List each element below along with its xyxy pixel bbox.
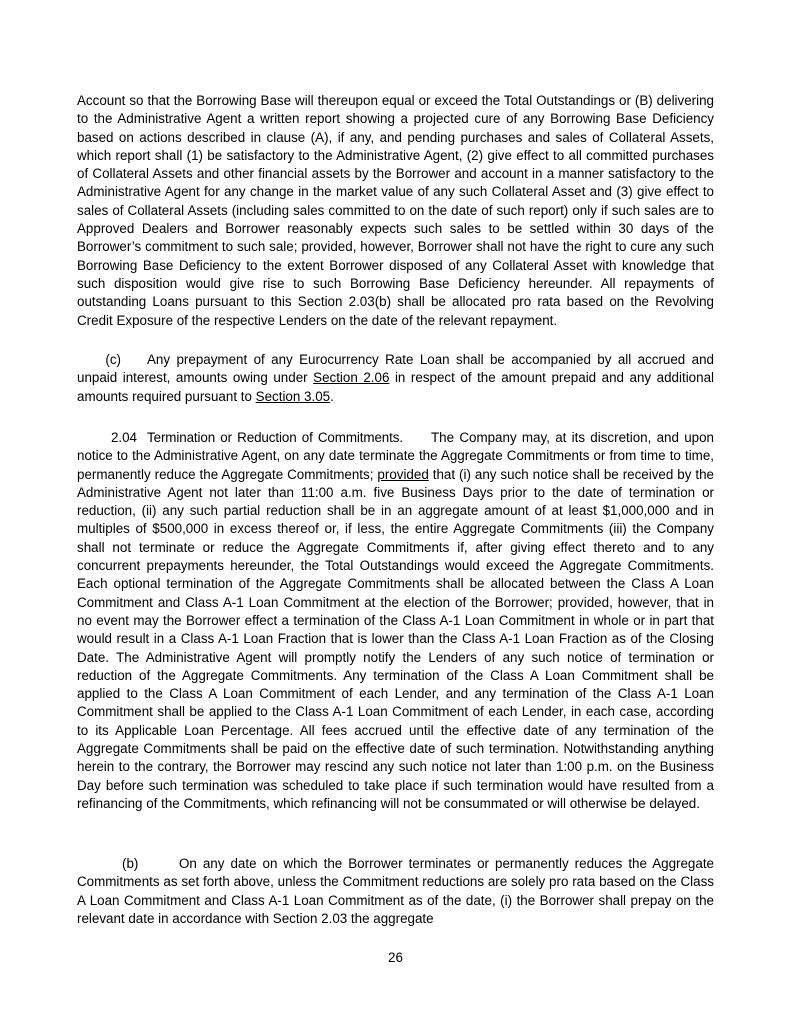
section-heading: Termination or Reduction of Commitments. <box>147 430 403 445</box>
section-reference-link[interactable]: Section 3.05 <box>255 388 331 404</box>
clause-label: (b) <box>122 856 139 871</box>
paragraph-text: that (i) any such notice shall be received by the Administrative Agent not later than 11:00 a.m. five Business Days prior to the date of termination or reduction, (ii) any such partial reduction shall be in an aggregate amount of at least $1,000,000 and in multiples of $500,000 in excess thereof or, if less, the entire Aggregate Commitments (iii) the Company shall not terminate or reduce the Aggregate Commitments if, after giving effect thereto and to any concurrent prepayments hereunder, the Total Outstandings would exceed the Aggregate Commitments. Each optional termination of the Aggregate Commitments shall be allocated between the Class A Loan Commitment and Class A-1 Loan Commitment at the election of the Borrower; provided, however, that in no event may the Borrower effect a termination of the Class A-1 Loan Commitment in whole or in part that would result in a Class A-1 Loan Fraction that is lower than the Class A-1 Loan Fraction as of the Closing Date. The Administrative Agent will promptly notify the Lenders of any such notice of termination or reduction of the Aggregate Commitments. Any termination of the Class A Loan Commitment shall be applied to the Class A Loan Commitment of each Lender, and any termination of the Class A-1 Loan Commitment shall be applied to the Class A-1 Loan Commitment of each Lender, in each case, according to its Applicable Loan Percentage. All fees accrued until the effective date of any termination of the Aggregate Commitments shall be paid on the effective date of such termination. Notwithstanding anything herein to the contrary, the Borrower may rescind any such notice not later than 1:00 p.m. on the Business Day before such termination was scheduled to take place if such termination would have resulted from a refinancing of the Commitments, which refinancing will not be consummated or will otherwise be delayed. <box>77 466 714 811</box>
paragraph-continued <box>77 92 714 330</box>
page-number: 26 <box>388 950 403 965</box>
paragraph-c <box>77 351 714 406</box>
paragraph-text: Account so that the Borrowing Base will thereupon equal or exceed the Total Outstandings or (B) delivering to the Administrative Agent a written report showing a projected cure of any Borrowing Base Deficiency based on actions described in clause (A), if any, and pending purchases and sales of Collateral Assets, which report shall (1) be satisfactory to the Administrative Agent, (2) give effect to all committed purchases of Collateral Assets and other financial assets by the Borrower and account in a manner satisfactory to the Administrative Agent for any change in the market value of any such Collateral Asset and (3) give effect to sales of Collateral Assets (including sales committed to on the date of such report) only if such sales are to Approved Dealers and Borrower reasonably expects such sales to be settled within 30 days of the Borrower’s commitment to such sale; provided, however, Borrower shall not have the right to cure any such Borrowing Base Deficiency to the extent Borrower disposed of any Collateral Asset with knowledge that such disposition would give rise to such Borrowing Base Deficiency hereunder. All repayments of outstanding Loans pursuant to this Section 2.03(b) shall be allocated pro rata based on the Revolving Credit Exposure of the respective Lenders on the date of the relevant repayment. <box>77 93 714 328</box>
paragraph-text: Any prepayment of any Eurocurrency Rate Loan shall be accompanied by all accrued and unpaid interest, amounts owing under <box>77 352 714 386</box>
section-reference-link[interactable]: Section 2.06 <box>313 370 390 386</box>
provided-term: provided <box>377 466 429 482</box>
paragraph-text: . <box>330 388 334 404</box>
paragraph-b <box>77 855 714 928</box>
paragraph-text: On any date on which the Borrower terminates or permanently reduces the Aggregate Commitments as set forth above, unless the Commitment reductions are solely pro rata based on the Class A Loan Commitment and Class A-1 Loan Commitment as of the date, (i) the Borrower shall prepay on the relevant date in accordance with Section 2.03 the aggregate <box>77 856 714 926</box>
section-2-04 <box>77 429 714 813</box>
paragraph-text: The Company may, at its discretion, and upon notice to the Administrative Agent, on any date terminate the Aggregate Commitments or from time to time, permanently reduce the Aggregate Commitments; <box>77 430 714 482</box>
clause-label: (c) <box>105 352 121 367</box>
paragraph-text: in respect of the amount prepaid and any additional amounts required pursuant to <box>77 370 714 404</box>
section-number: 2.04 <box>110 430 137 445</box>
